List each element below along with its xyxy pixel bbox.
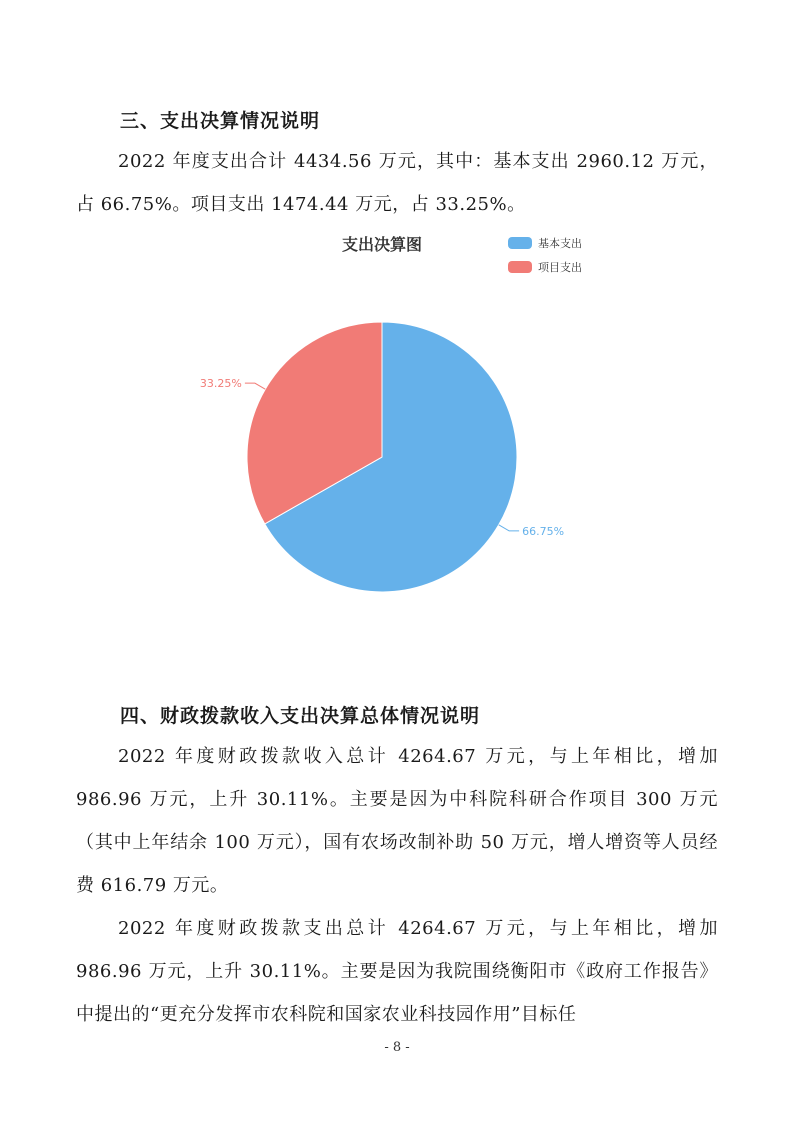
legend-swatch-0 bbox=[508, 237, 532, 249]
chart-title: 支出决算图 bbox=[341, 235, 423, 254]
pie-label-1: 33.25% bbox=[199, 377, 242, 391]
page-number: - 8 - bbox=[384, 1040, 410, 1055]
legend-swatch-1 bbox=[508, 261, 532, 273]
pie-leader-line-1 bbox=[245, 383, 265, 389]
section-4-paragraph-1: 2022 年度财政拨款收入总计 4264.67 万元，与上年相比，增加 986.96 万元，上升 30.11%。主要是因为中科院科研合作项目 300 万元（其中上年结余 100 万元），国有农场改制补助 50 万元，增人增资等人员经费 616.79 万元。 bbox=[76, 746, 718, 896]
pie-chart-svg bbox=[170, 225, 630, 615]
legend-label-0: 基本支出 bbox=[538, 237, 582, 250]
pie-label-0: 66.75% bbox=[522, 524, 565, 538]
section-4-heading: 四、财政拨款收入支出决算总体情况说明 bbox=[120, 705, 481, 727]
section-3-heading: 三、支出决算情况说明 bbox=[120, 110, 321, 132]
chart-legend bbox=[508, 236, 582, 274]
pie-slices bbox=[247, 322, 517, 592]
section-3-paragraph: 2022 年度支出合计 4434.56 万元，其中：基本支出 2960.12 万元，占 66.75%。项目支出 1474.44 万元，占 33.25%。 bbox=[76, 151, 718, 215]
expenditure-pie-chart bbox=[170, 225, 630, 615]
pie-leader-line-0 bbox=[499, 525, 519, 531]
section-4-paragraph-2: 2022 年度财政拨款支出总计 4264.67 万元，与上年相比，增加 986.96 万元，上升 30.11%。主要是因为我院围绕衡阳市《政府工作报告》中提出的“更充分发挥市农科院和国家农业科技园作用”目标任 bbox=[76, 918, 718, 1025]
legend-label-1: 项目支出 bbox=[538, 261, 582, 274]
